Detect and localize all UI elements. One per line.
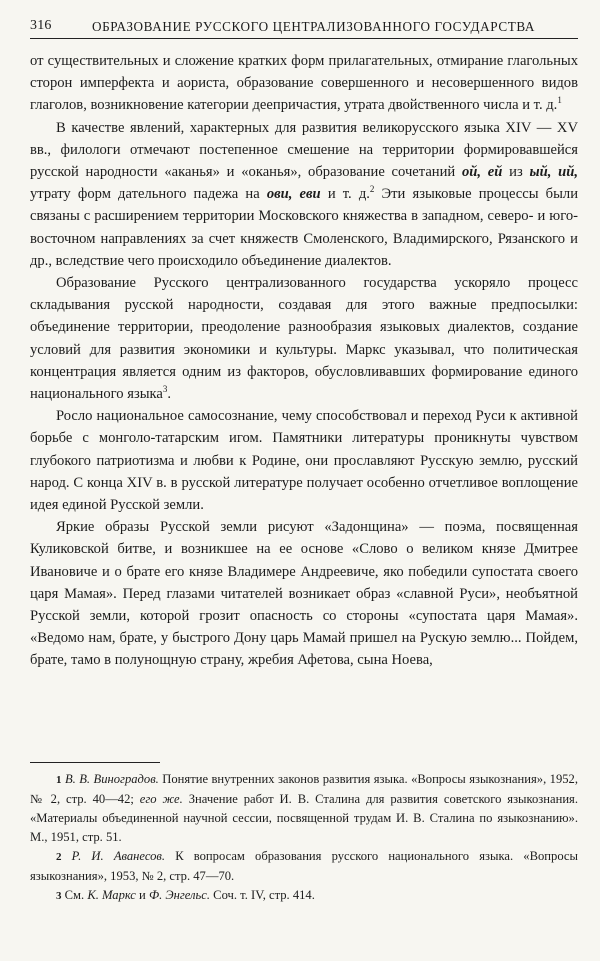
footnotes	[30, 770, 578, 906]
paragraph-4: Росло национальное самосознание, чему способствовал и переход Руси к активной борьбе с монголо-татарским игом. Памятники литературы проникнуты чувством глубокого патриотизма и любви к Родине, они прославляют Русскую землю, русский народ. С конца XIV в. в русской литературе получает особенно отчетливое воплощение идея единой Русской земли.	[30, 408, 578, 514]
paragraph-3	[30, 272, 578, 405]
emphasis: ой, ей	[461, 164, 503, 181]
page-number: 316	[30, 18, 52, 33]
main-text	[30, 50, 578, 672]
text-span: Значение работ И. В. Сталина для развития советского языкознания. «Материалы объединенной научной сессии, посвященной трудам И. В. Сталина по языкознанию». М., 1951, стр. 51.	[30, 792, 579, 844]
footnote-2	[30, 847, 578, 886]
text-span: и т. д.	[320, 186, 370, 203]
footnote-author: В. В. Виноградов.	[64, 772, 159, 786]
text-span: и	[135, 888, 149, 902]
footnote-mark: 2	[56, 851, 62, 863]
text-span: Эти языковые процессы были связаны с расширением территории Московского княжества в западном, северо- и юго-восточном направлениях за счет княжеств Смоленского, Владимирского, Рязанского и др., вследствие чего происходило объединение диалектов.	[30, 186, 578, 269]
footnote-1	[30, 770, 578, 847]
footnote-ref-3: 3	[162, 384, 168, 395]
text-span: Соч. т. IV, стр. 414.	[210, 888, 315, 902]
footnote-author: Р. И. Аванесов.	[71, 849, 166, 863]
emphasis: ови, еви	[266, 186, 321, 203]
footnote-mark: 3	[56, 890, 62, 902]
emphasis: Ф. Энгельс.	[148, 888, 211, 902]
text-span: Образование Русского централизованного государства ускоряло процесс складывания русской народности, создавая для этого важные предпосылки: объединение территории, преодоление разнообразия языковых диалектов, создание условий для развития экономики и культуры. Маркс указывал, что политическая концентрация является одним из факторов, обусловливавших формирование единого национального языка	[30, 275, 578, 403]
text-span: из	[502, 164, 530, 181]
text-span: К вопросам образования русского национального языка. «Вопросы языкознания», 1953, № 2, стр. 47—70.	[30, 849, 578, 883]
running-title: ОБРАЗОВАНИЕ РУССКОГО ЦЕНТРАЛИЗОВАННОГО ГОСУДАРСТВА	[92, 19, 536, 34]
text-span: В качестве явлений, характерных для развития великорусского языка XIV — XV вв., филологи отмечают постепенное смешение на территории формировавшейся русской народности «аканья» и «оканья», образование сочетаний	[30, 119, 578, 181]
emphasis: ый, ий,	[529, 164, 578, 181]
text-span: См.	[61, 888, 88, 902]
paragraph-1	[30, 50, 578, 117]
footnote-3	[30, 886, 578, 906]
paragraph-5: Яркие образы Русской земли рисуют «Задонщина» — поэма, посвященная Куликовской битве, и возникшее на ее основе «Слово о великом князе Дмитрее Ивановиче и о брате его князе Владимере Андреевиче, яко победили супостата своего царя Мамая». Перед глазами читателей возникает образ «славной Руси», необъятной Русской земли, которой грозит опасность со стороны «супостата царя Мамая». «Ведомо нам, брате, у быстрого Дону царь Мамай пришел на Рускую землю... Пойдем, брате, тамо в полунощную страну, жребия Афетова, сына Ноева,	[30, 519, 578, 669]
footnote-divider	[30, 762, 160, 763]
text-span: .	[167, 386, 172, 403]
text-span: от существительных и сложение кратких форм прилагательных, отмирание глагольных сторон имперфекта и аориста, образование совершенного и несовершенного видов глаголов, возникновение категории деепричастия, утрата двойственного числа и т. д.	[30, 53, 578, 114]
emphasis: его же.	[139, 792, 183, 806]
footnote-ref-1: 1	[557, 95, 562, 106]
emphasis: К. Маркс	[87, 888, 136, 902]
footnote-ref-2: 2	[369, 184, 375, 195]
footnote-mark: 1	[56, 774, 62, 786]
text-span: Понятие внутренних законов развития языка. «Вопросы языкознания», 1952, № 2, стр. 40—42;	[30, 772, 579, 806]
text-span: утрату форм дательного падежа на	[30, 186, 267, 203]
running-header	[30, 18, 578, 39]
paragraph-2	[30, 117, 578, 272]
